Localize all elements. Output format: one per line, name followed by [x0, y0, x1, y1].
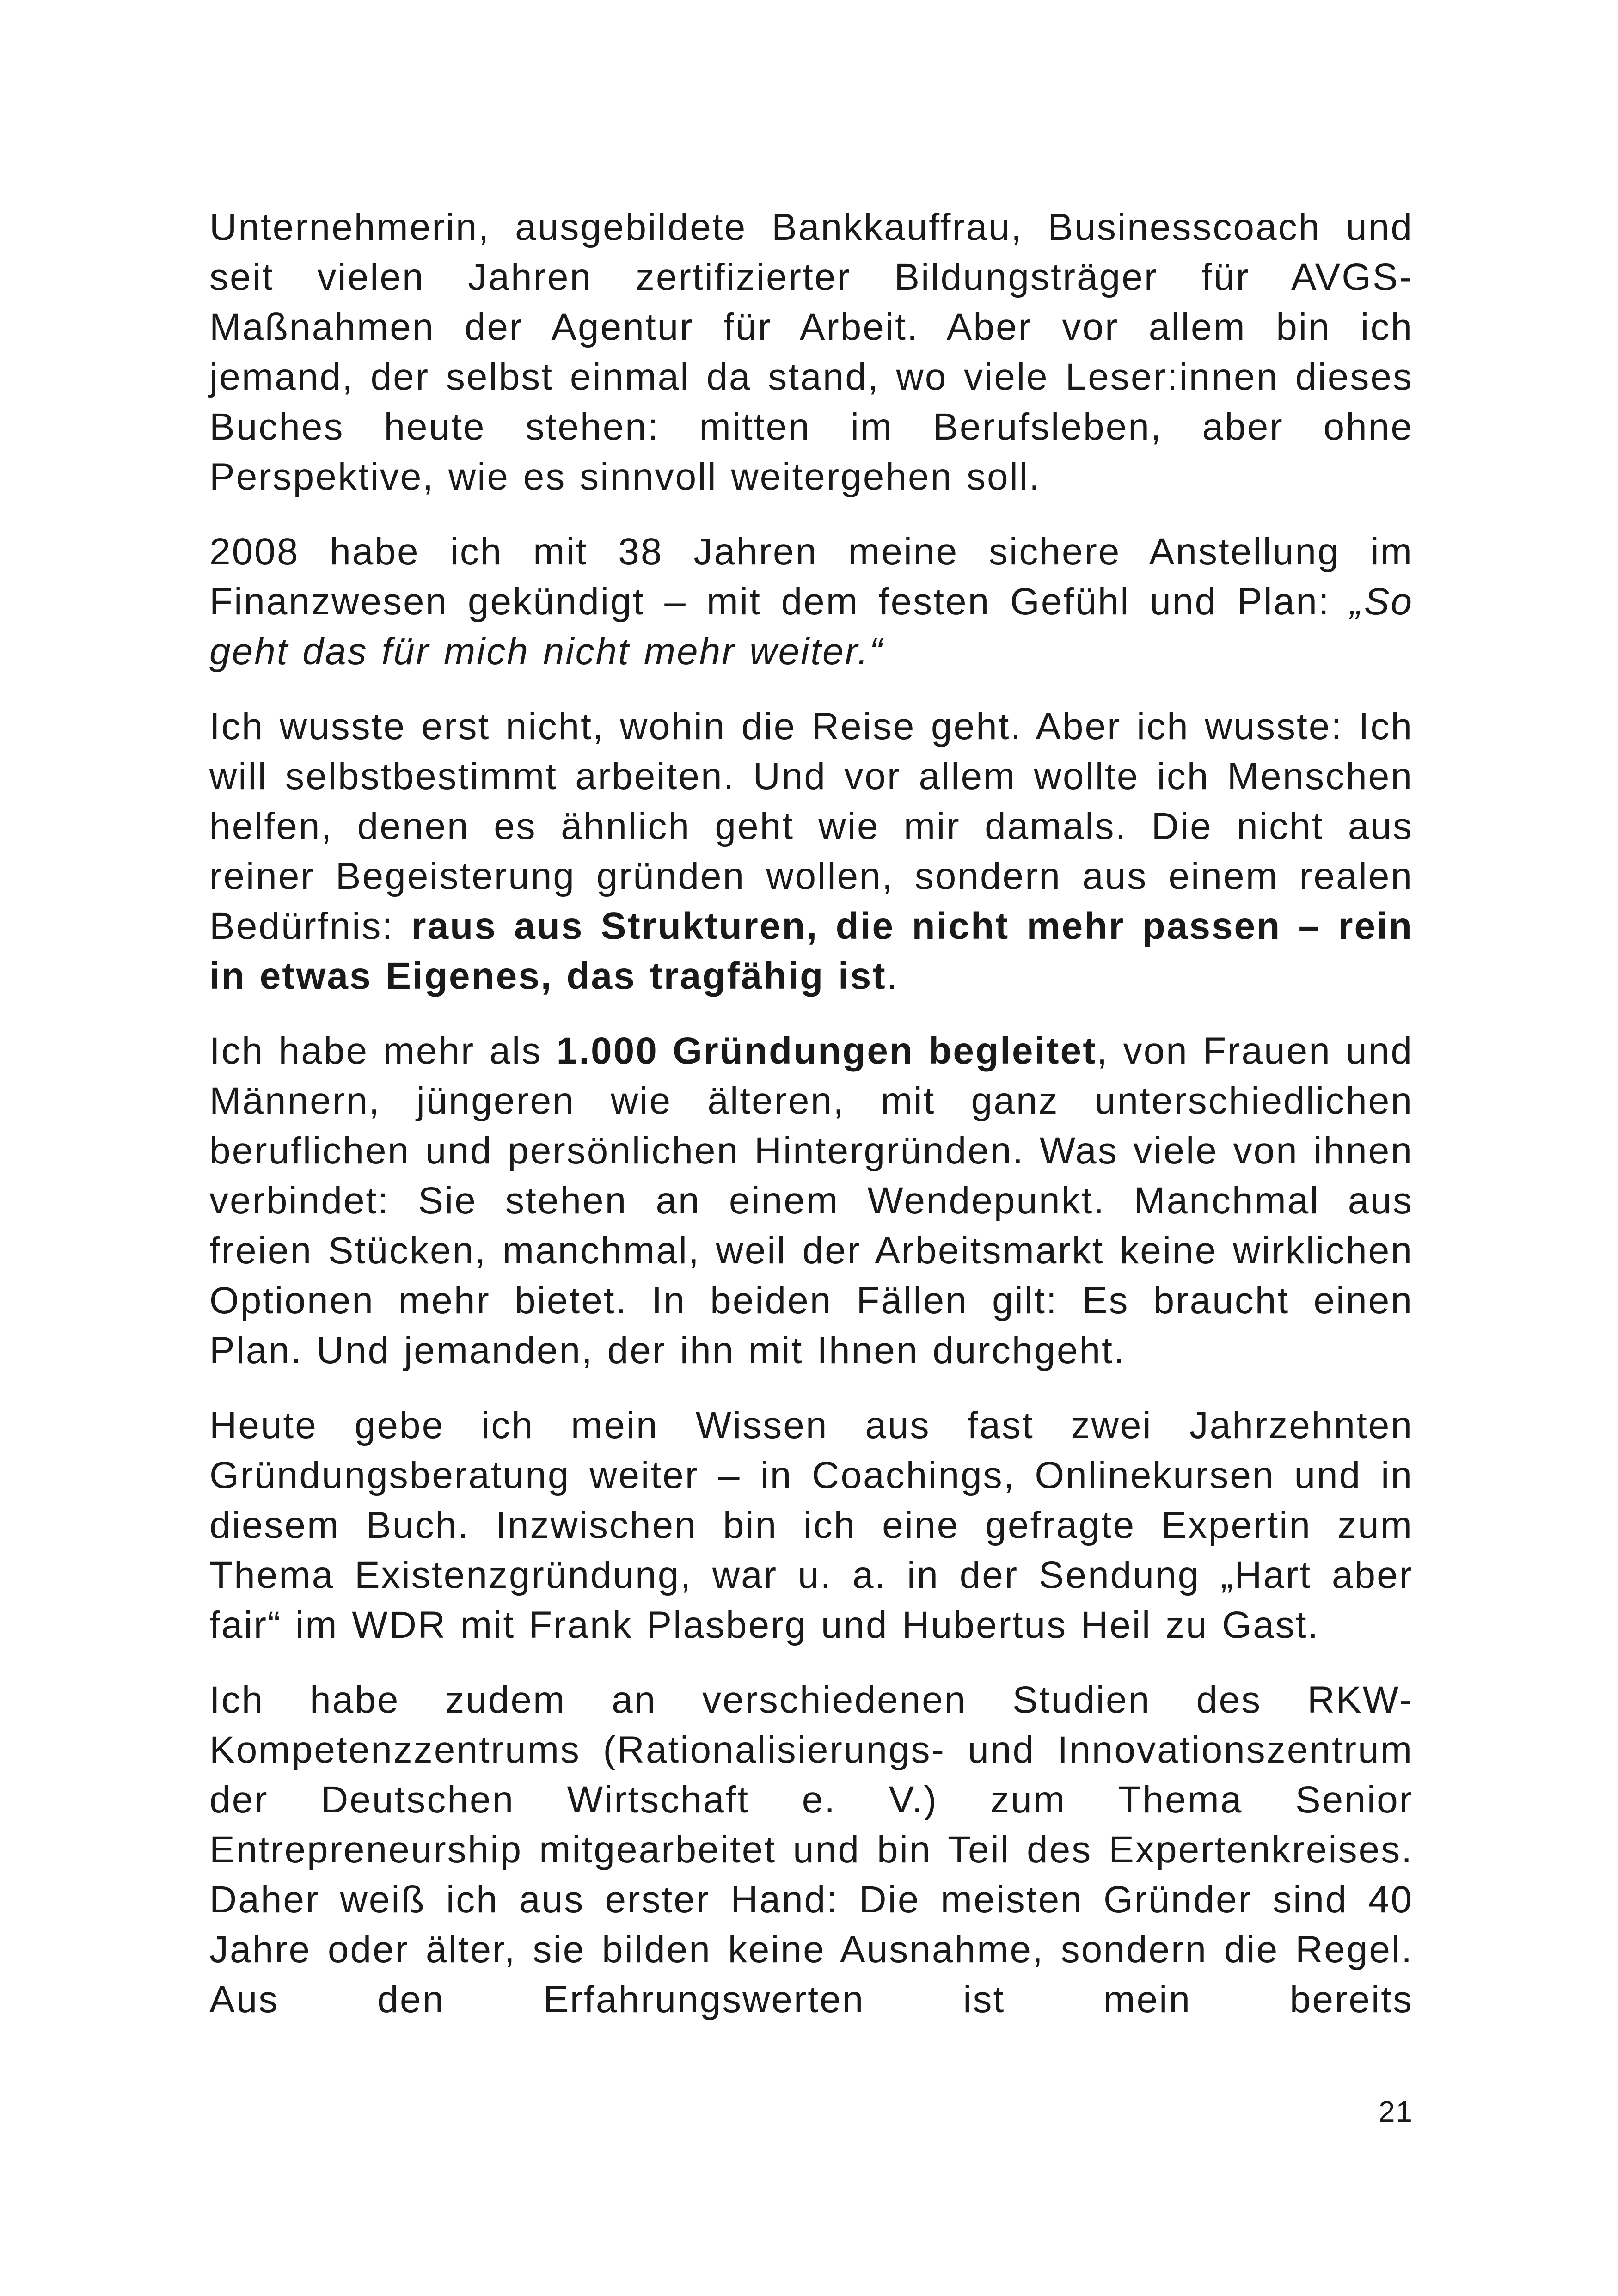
paragraph-text: . — [886, 955, 899, 997]
paragraph-author-intro — [209, 202, 1413, 502]
paragraph-studies — [209, 1675, 1413, 2025]
paragraph-experience — [209, 1026, 1413, 1376]
paragraph-motivation — [209, 702, 1413, 1001]
paragraph-text: Ich wusste erst nicht, wohin die Reise geht. Aber ich wusste: Ich will selbstbestimmt arbeiten. Und vor allem wollte ich Menschen helfen, denen es ähnlich geht wie mir damals. Die nicht aus reiner Begeisterung gründen wollen, sondern aus einem realen Bedürfnis: — [209, 705, 1413, 947]
paragraph-text: Heute gebe ich mein Wissen aus fast zwei Jahrzehnten Gründungsberatung weiter – in Coachings, Onlinekursen und in diesem Buch. Inzwischen bin ich eine gefragte Expertin zum Thema Existenzgründung, war u. a. in der Sendung „Hart aber fair“ im WDR mit Frank Plasberg und Hubertus Heil zu Gast. — [209, 1404, 1413, 1646]
bold-emphasis: raus aus Strukturen, die nicht mehr passen – rein in etwas Eigenes, das tragfähig ist — [209, 905, 1413, 997]
paragraph-text: Ich habe mehr als — [209, 1030, 557, 1072]
bold-emphasis: 1.000 Gründungen begleitet — [556, 1030, 1097, 1072]
paragraph-text: Unternehmerin, ausgebildete Bankkauffrau, Businesscoach und seit vielen Jahren zertifizierter Bildungsträger für AVGS-Maßnahmen der Agentur für Arbeit. Aber vor allem bin ich jemand, der selbst einmal da stand, wo viele Leser:innen dieses Buches heute stehen: mitten im Berufsleben, aber ohne Perspektive, wie es sinnvoll weitergehen soll. — [209, 206, 1413, 498]
paragraph-today — [209, 1401, 1413, 1650]
paragraph-text: Ich habe zudem an verschiedenen Studien des RKW-Kompetenzzentrums (Rationalisierungs- und Innovationszentrum der Deutschen Wirtschaft e. V.) zum Thema Senior Entrepreneurship mitgearbeitet und bin Teil des Expertenkreises. Daher weiß ich aus erster Hand: Die meisten Gründer sind 40 Jahre oder älter, sie bilden keine Ausnahme, sondern die Regel. Aus den Erfahrungswerten ist mein bereits — [209, 1679, 1413, 2020]
paragraph-2008-resignation — [209, 527, 1413, 677]
page-number: 21 — [1378, 2095, 1413, 2128]
italic-quote: „So geht das für mich nicht mehr weiter.“ — [209, 581, 1413, 673]
paragraph-text: , von Frauen und Männern, jüngeren wie älteren, mit ganz unterschiedlichen beruflichen und persönlichen Hintergründen. Was viele von ihnen verbindet: Sie stehen an einem Wendepunkt. Manchmal aus freien Stücken, manchmal, weil der Arbeitsmarkt keine wirklichen Optionen mehr bietet. In beiden Fällen gilt: Es braucht einen Plan. Und jemanden, der ihn mit Ihnen durchgeht. — [209, 1030, 1413, 1371]
body-text — [209, 202, 1413, 2025]
paragraph-text: 2008 habe ich mit 38 Jahren meine sichere Anstellung im Finanzwesen gekündigt – mit dem festen Gefühl und Plan: — [209, 531, 1413, 623]
